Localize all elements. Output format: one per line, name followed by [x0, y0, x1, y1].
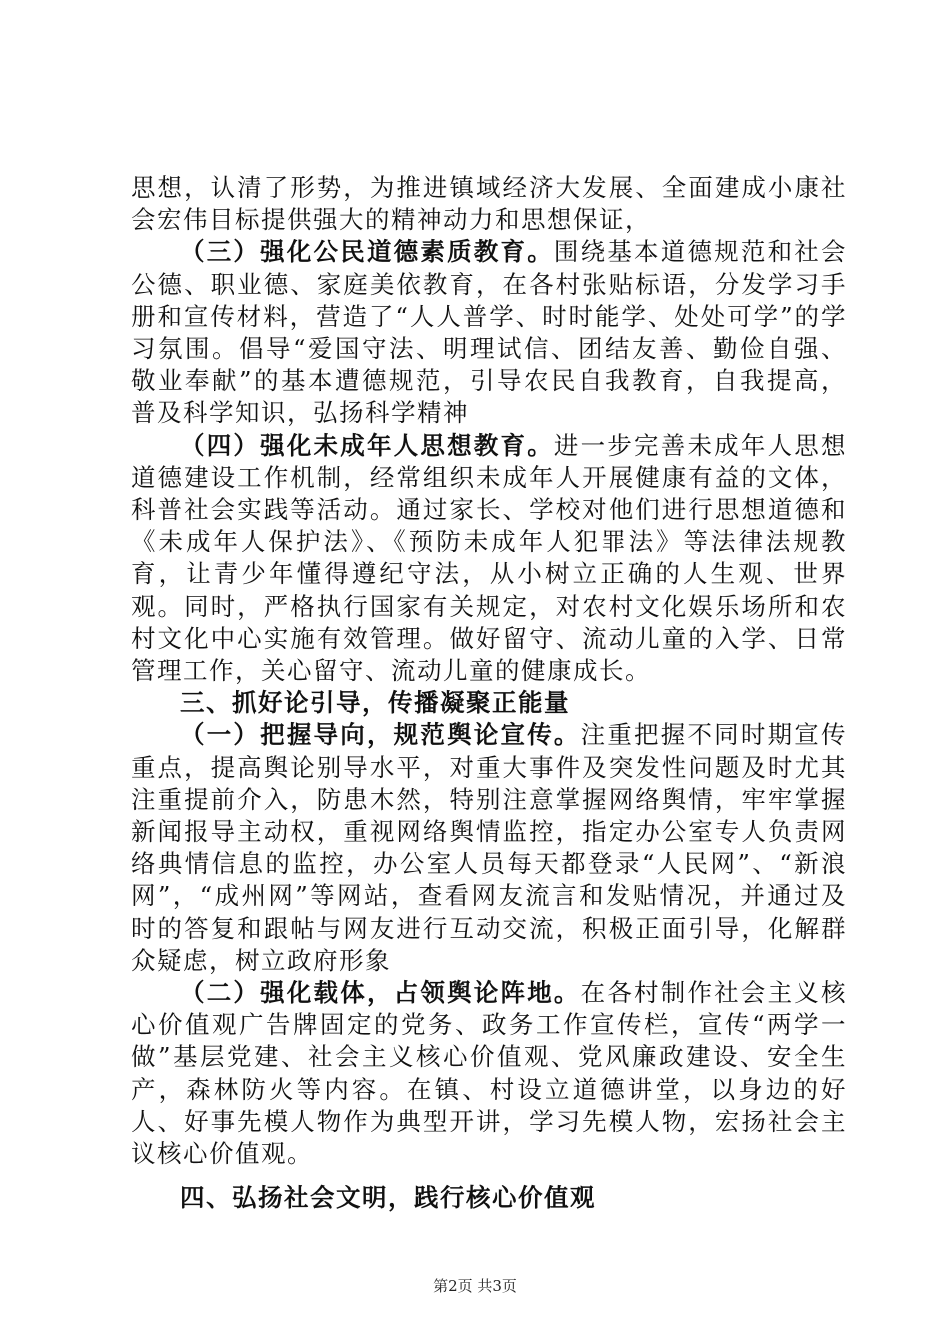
paragraph-text: 注重把握不同时期宣传重点，提高舆论别导水平，对重大事件及突发性问题及时尤其注重提前介入，防患木然，特别注意掌握网络舆情，牢牢掌握新闻报导主动权，重视网络舆情监控，指定办公室专人负责网络典情信息的监控，办公室人员每天都登录“人民网”、“新浪网”，“成州网”等网站，查看网友流言和发贴情况，并通过及时的答复和跟帖与网友进行互动交流，积极正面引导，化解群众疑虑，树立政府形象 [131, 720, 847, 975]
paragraph-carrier [131, 977, 847, 1170]
section-heading-3: 三、抓好论引导，传播凝聚正能量 [180, 688, 570, 718]
paragraph-minors-education [131, 430, 847, 688]
paragraph-lead: （一）把握导向，规范舆论宣传。 [180, 720, 581, 750]
paragraph-lead: （三）强化公民道德素质教育。 [180, 237, 554, 267]
paragraph-lead: （二）强化载体，占领舆论阵地。 [180, 978, 581, 1008]
paragraph-public-opinion [131, 719, 847, 977]
paragraph-text: 在各村制作社会主义核心价值观广告牌固定的党务、政务工作宣传栏，宣传“两学一做”基层党建、社会主义核心价值观、党风廉政建设、安全生产，森林防火等内容。在镇、村设立道德讲堂，以身边的好人、好事先模人物作为典型开讲，学习先模人物，宏扬社会主议核心价值观。 [131, 978, 847, 1169]
paragraph-lead: （四）强化未成年人思想教育。 [180, 430, 554, 460]
paragraph-text: 围绕基本道德规范和社会公德、职业德、家庭美依教育，在各村张贴标语，分发学习手册和宣传材料，营造了“人人普学、时时能学、处处可学”的学习氛围。倡导“爱国守法、明理试信、团结友善、勤俭自强、敬业奉献”的基本遭德规范，引导农民自我教育，自我提高，普及科学知识，弘扬科学精神 [131, 237, 848, 428]
paragraph-text: 思想，认清了形势，为推进镇域经济大发展、全面建成小康社会宏伟目标提供强大的精神动力和思想保证， [131, 173, 847, 235]
paragraph-text: 进一步完善未成年人思想道德建设工作机制，经常组织未成年人开展健康有益的文体，科普社会实践等活动。通过家长、学校对他们进行思想道德和《未成年人保护法》、《预防未成年人犯罪法》等法律法规教育，让青少年懂得遵纪守法，从小树立正确的人生观、世界观。同时，严格执行国家有关规定，对农村文化娱乐场所和农村文化中心实施有效管理。做好留守、流动儿童的入学、日常管理工作，关心留守、流动儿童的健康成长。 [131, 430, 848, 686]
section-heading-4: 四、弘扬社会文明，践行核心价值观 [180, 1183, 596, 1213]
page-footer [0, 1275, 950, 1296]
document-body [131, 172, 847, 1215]
paragraph-intro [131, 172, 847, 236]
page-number: 第2页 共3页 [433, 1277, 517, 1295]
paragraph-civic-morality [131, 236, 847, 429]
